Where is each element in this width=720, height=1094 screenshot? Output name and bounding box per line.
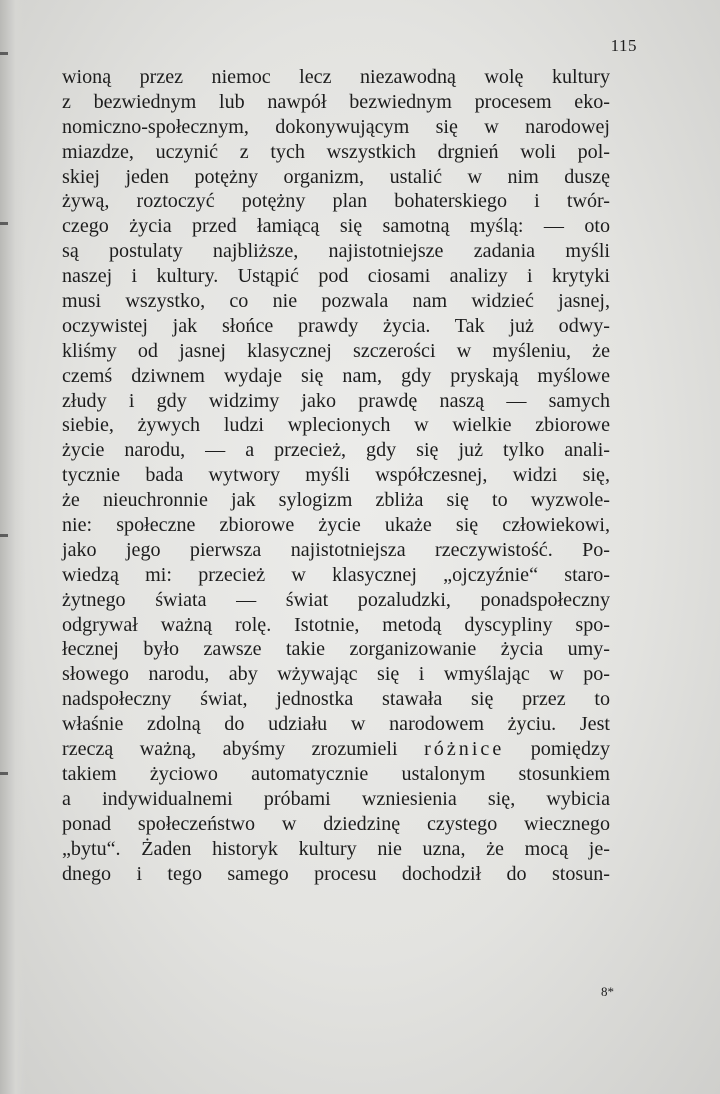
signature-mark: 8* — [601, 984, 614, 999]
text-fragment: rzeczą ważną, abyśmy zrozumieli — [62, 738, 398, 761]
text-line: musi wszystko, co nie pozwala nam widzieć jasnej, — [62, 290, 610, 313]
text-line: żytnego świata — świat pozaludzki, ponadspołeczny — [62, 588, 610, 611]
text-line: czego życia przed łamiącą się samotną myślą: — oto — [62, 215, 610, 238]
text-line: a indywidualnemi próbami wzniesienia się, wybicia — [62, 787, 610, 810]
text-line: „bytu“. Żaden historyk kultury nie uzna, że mocą je- — [62, 837, 610, 860]
body-text — [62, 65, 610, 886]
spaced-emphasis-word: różnice — [424, 738, 505, 761]
text-line: naszej i kultury. Ustąpić pod ciosami analizy i krytyki — [62, 265, 610, 288]
text-line: miazdze, uczynić z tych wszystkich drgnień woli pol- — [62, 140, 610, 163]
text-line: oczywistej jak słońce prawdy życia. Tak już odwy- — [62, 314, 610, 337]
text-line: tycznie bada wytwory myśli współczesnej, widzi się, — [62, 464, 610, 487]
text-line: łecznej było zawsze takie zorganizowanie życia umy- — [62, 638, 610, 661]
text-line: że nieuchronnie jak sylogizm zbliża się to wyzwole- — [62, 489, 610, 512]
text-line: odgrywał ważną rolę. Istotnie, metodą dyscypliny spo- — [62, 613, 610, 636]
edge-mark — [0, 222, 8, 225]
binding-shadow — [0, 0, 26, 1094]
text-line: dnego i tego samego procesu dochodził do stosun- — [62, 862, 610, 885]
text-line: złudy i gdy widzimy jako prawdę naszą — samych — [62, 389, 610, 412]
text-line: nadspołeczny świat, jednostka stawała się przez to — [62, 688, 610, 711]
text-line: właśnie zdolną do udziału w narodowem życiu. Jest — [62, 713, 610, 736]
text-line: skiej jeden potężny organizm, ustalić w nim duszę — [62, 165, 610, 188]
text-line: siebie, żywych ludzi wplecionych w wielkie zbiorowe — [62, 414, 610, 437]
text-line: jako jego pierwsza najistotniejsza rzeczywistość. Po- — [62, 538, 610, 561]
text-line: słowego narodu, aby wżywając się i wmyślając w po- — [62, 663, 610, 686]
edge-mark — [0, 534, 8, 537]
text-line: wiedzą mi: przecież w klasycznej „ojczyźnie“ staro- — [62, 563, 610, 586]
text-line: żywą, roztoczyć potężny plan bohaterskiego i twór- — [62, 190, 610, 213]
text-line: z bezwiednym lub nawpół bezwiednym procesem eko- — [62, 90, 610, 113]
text-line: czemś dziwnem wydaje się nam, gdy pryskają myślowe — [62, 364, 610, 387]
text-line: wioną przez niemoc lecz niezawodną wolę kultury — [62, 66, 610, 88]
text-line: kliśmy od jasnej klasycznej szczerości w myśleniu, że — [62, 339, 610, 362]
text-fragment: pomiędzy — [530, 738, 610, 761]
text-line: nomiczno-społecznym, dokonywującym się w narodowej — [62, 115, 610, 138]
edge-mark — [0, 52, 8, 55]
edge-mark — [0, 772, 8, 775]
text-line: są postulaty najbliższe, najistotniejsze zadania myśli — [62, 240, 610, 263]
text-line: życie narodu, — a przecież, gdy się już tylko anali- — [62, 439, 610, 462]
text-line: nie: społeczne zbiorowe życie ukaże się człowiekowi, — [62, 514, 610, 537]
text-line: takiem życiowo automatycznie ustalonym stosunkiem — [62, 762, 610, 785]
text-line-with-spaced-word — [62, 737, 610, 762]
text-line: ponad społeczeństwo w dziedzinę czystego wiecznego — [62, 812, 610, 835]
page-number: 115 — [610, 36, 637, 55]
